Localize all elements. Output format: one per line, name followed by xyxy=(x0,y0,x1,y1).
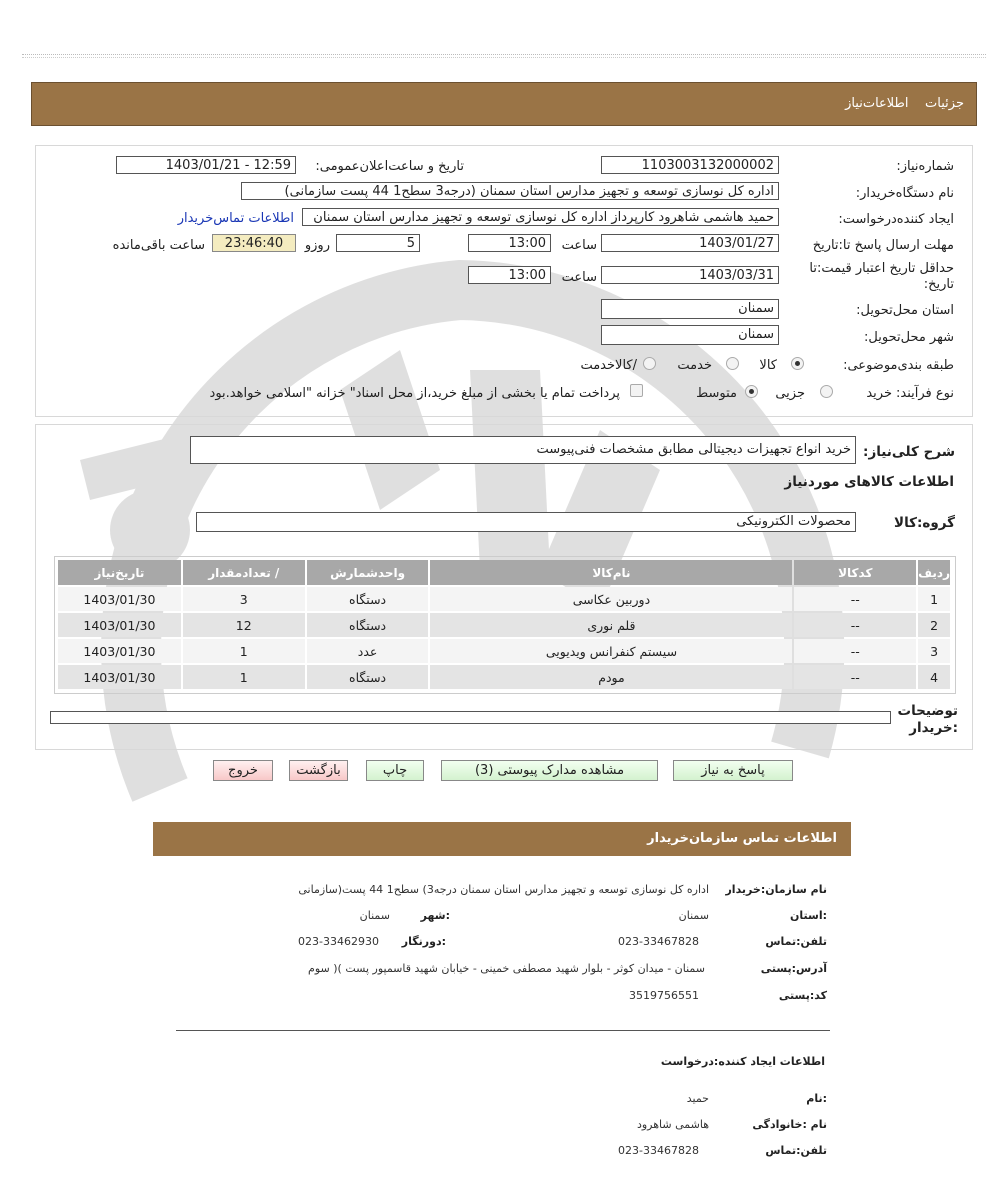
validity-time-label: ساعت xyxy=(561,270,597,285)
category-label: طبقه بندی‌موضوعی: xyxy=(843,358,954,373)
cell-need-date: 1403/01/30 xyxy=(58,587,181,611)
validity-label-2: تاریخ: xyxy=(923,277,954,292)
contact-org-label: نام سازمان:خریدار xyxy=(725,883,827,896)
cell-unit: دستگاه xyxy=(307,587,429,611)
table-row xyxy=(58,613,950,637)
creator-family-label: نام :خانوادگی xyxy=(752,1118,827,1131)
tab-need-info[interactable]: اطلاعات‌نیاز xyxy=(845,96,909,111)
need-number-field: 1103003132000002 xyxy=(601,156,779,174)
deadline-label: مهلت ارسال پاسخ تا:تاریخ xyxy=(812,238,954,253)
cell-quantity: 12 xyxy=(183,613,305,637)
reply-button[interactable]: پاسخ به نیاز xyxy=(673,760,793,781)
col-quantity: / تعدادمقدار xyxy=(183,560,305,585)
breadcrumb xyxy=(845,96,964,111)
creator-phone-value: 023-33467828 xyxy=(618,1144,699,1157)
process-medium-label: متوسط xyxy=(696,386,737,401)
process-medium-radio[interactable] xyxy=(745,385,758,398)
city-field: سمنان xyxy=(601,325,779,345)
contact-fax-value: 023-33462930 xyxy=(298,935,379,948)
cell-item-code: -- xyxy=(794,665,916,689)
cell-item-code: -- xyxy=(794,587,916,611)
validity-date-field: 1403/03/31 xyxy=(601,266,779,284)
col-row-number: ردیف xyxy=(918,560,950,585)
cell-item-code: -- xyxy=(794,639,916,663)
buyer-org-label: نام دستگاه‌خریدار: xyxy=(855,186,954,201)
creator-label: ایجاد کننده‌درخواست: xyxy=(838,212,954,227)
contact-postal-value: 3519756551 xyxy=(629,989,699,1002)
cell-quantity: 1 xyxy=(183,639,305,663)
cell-quantity: 1 xyxy=(183,665,305,689)
treasury-payment-checkbox[interactable] xyxy=(630,384,643,397)
col-unit: واحدشمارش xyxy=(307,560,429,585)
cell-need-date: 1403/01/30 xyxy=(58,639,181,663)
process-partial-label: جزیی xyxy=(775,386,805,401)
days-label: روزو xyxy=(304,238,330,253)
table-header-row xyxy=(58,560,950,585)
creator-field: حمید هاشمی شاهرود کارپرداز اداره کل نوسازی توسعه و تجهیز مدارس استان سمنان xyxy=(302,208,779,226)
cell-item-name: سیستم کنفرانس ویدیویی xyxy=(430,639,792,663)
tab-details[interactable]: جزئیات xyxy=(925,96,964,111)
announce-label: تاریخ و ساعت‌اعلان‌عمومی: xyxy=(315,159,464,174)
creator-phone-label: تلفن:تماس xyxy=(765,1144,827,1157)
buyer-contact-link[interactable]: اطلاعات تماس‌خریدار xyxy=(177,211,294,226)
cell-row-number: 1 xyxy=(918,587,950,611)
creator-info-title: اطلاعات ایجاد کننده:درخواست xyxy=(660,1055,825,1068)
process-partial-radio[interactable] xyxy=(820,385,833,398)
treasury-payment-note: پرداخت تمام یا بخشی از مبلغ خرید،از محل اسناد" خزانه "اسلامی خواهد.بود xyxy=(209,386,620,401)
col-item-name: نام‌کالا xyxy=(430,560,792,585)
province-label: استان محل‌تحویل: xyxy=(856,303,954,318)
announce-field: 1403/01/21 - 12:59 xyxy=(116,156,296,174)
contact-address-label: آدرس:پستی xyxy=(760,962,827,975)
process-buy-label: خرید xyxy=(866,386,892,401)
cell-unit: دستگاه xyxy=(307,613,429,637)
category-goods-label: کالا xyxy=(759,358,777,373)
category-goods-radio[interactable] xyxy=(791,357,804,370)
cell-unit: عدد xyxy=(307,639,429,663)
buyer-notes-label: توضیحات xyxy=(897,703,958,719)
contact-city-label: :شهر xyxy=(420,909,450,922)
attachments-button[interactable]: مشاهده مدارک پیوستی (3) xyxy=(441,760,658,781)
contact-org-value: اداره کل نوسازی توسعه و تجهیز مدارس استان سمنان درجه3) سطح1 44 پست(سازمانی xyxy=(298,883,709,896)
top-divider xyxy=(22,54,986,55)
deadline-time-label: ساعت xyxy=(561,238,597,253)
cell-item-name: دوربین عکاسی xyxy=(430,587,792,611)
cell-item-code: -- xyxy=(794,613,916,637)
validity-label: حداقل تاریخ اعتبار قیمت:تا xyxy=(809,261,954,276)
col-need-date: تاریخ‌نیاز xyxy=(58,560,181,585)
cell-row-number: 3 xyxy=(918,639,950,663)
cell-quantity: 3 xyxy=(183,587,305,611)
contact-address-value: سمنان - میدان کوثر - بلوار شهید مصطفی خمینی - خیابان شهید قاسمپور پست )( سوم xyxy=(308,962,705,975)
contact-phone-label: تلفن:تماس xyxy=(765,935,827,948)
contact-province-value: سمنان xyxy=(678,909,709,922)
contact-fax-label: :دورنگار xyxy=(401,935,446,948)
group-field: محصولات الکترونیکی xyxy=(196,512,856,532)
remaining-label: ساعت باقی‌مانده xyxy=(112,238,205,253)
cell-item-name: قلم نوری xyxy=(430,613,792,637)
cell-item-name: مودم xyxy=(430,665,792,689)
category-both-radio[interactable] xyxy=(643,357,656,370)
validity-time-field: 13:00 xyxy=(468,266,551,284)
back-button[interactable]: بازگشت xyxy=(289,760,348,781)
buyer-org-field: اداره کل نوسازی توسعه و تجهیز مدارس استان سمنان (درجه3 سطح1 44 پست سازمانی) xyxy=(241,182,779,200)
remaining-time-field: 23:46:40 xyxy=(212,234,296,252)
cell-row-number: 2 xyxy=(918,613,950,637)
table-row xyxy=(58,639,950,663)
province-field: سمنان xyxy=(601,299,779,319)
cell-need-date: 1403/01/30 xyxy=(58,613,181,637)
contact-province-label: :استان xyxy=(790,909,827,922)
top-divider-2 xyxy=(22,57,986,58)
contact-header xyxy=(153,822,851,856)
contact-city-value: سمنان xyxy=(359,909,390,922)
contact-phone-value: 023-33467828 xyxy=(618,935,699,948)
summary-label: شرح کلی‌نیاز: xyxy=(863,444,955,460)
creator-name-value: حمید xyxy=(686,1092,709,1105)
exit-button[interactable]: خروج xyxy=(213,760,273,781)
creator-family-value: هاشمی شاهرود xyxy=(636,1118,709,1131)
col-item-code: کدکالا xyxy=(794,560,916,585)
need-number-label: شماره‌نیاز: xyxy=(896,159,954,174)
process-label: نوع فرآیند: xyxy=(896,386,954,401)
group-label: گروه:کالا xyxy=(894,515,955,531)
contact-postal-label: کد:پستی xyxy=(778,989,827,1002)
table-row xyxy=(58,665,950,689)
table-row xyxy=(58,587,950,611)
creator-name-label: :نام xyxy=(806,1092,827,1105)
goods-table xyxy=(56,558,952,691)
cell-row-number: 4 xyxy=(918,665,950,689)
contact-divider xyxy=(176,1030,830,1031)
deadline-time-field: 13:00 xyxy=(468,234,551,252)
category-both-label: /کالاخدمت xyxy=(580,358,637,373)
buyer-notes-label-2: :خریدار xyxy=(909,720,958,736)
category-service-label: خدمت xyxy=(677,358,712,373)
cell-need-date: 1403/01/30 xyxy=(58,665,181,689)
buyer-notes-field xyxy=(50,711,891,724)
city-label: شهر محل‌تحویل: xyxy=(864,330,954,345)
category-service-radio[interactable] xyxy=(726,357,739,370)
deadline-date-field: 1403/01/27 xyxy=(601,234,779,252)
goods-info-title: اطلاعات کالاهای موردنیاز xyxy=(784,474,954,490)
days-field: 5 xyxy=(336,234,420,252)
summary-field: خرید انواع تجهیزات دیجیتالی مطابق مشخصات فنی‌پیوست xyxy=(190,436,856,464)
cell-unit: دستگاه xyxy=(307,665,429,689)
print-button[interactable]: چاپ xyxy=(366,760,424,781)
page-header xyxy=(31,82,977,126)
contact-title: اطلاعات تماس سازمان‌خریدار xyxy=(647,831,837,846)
